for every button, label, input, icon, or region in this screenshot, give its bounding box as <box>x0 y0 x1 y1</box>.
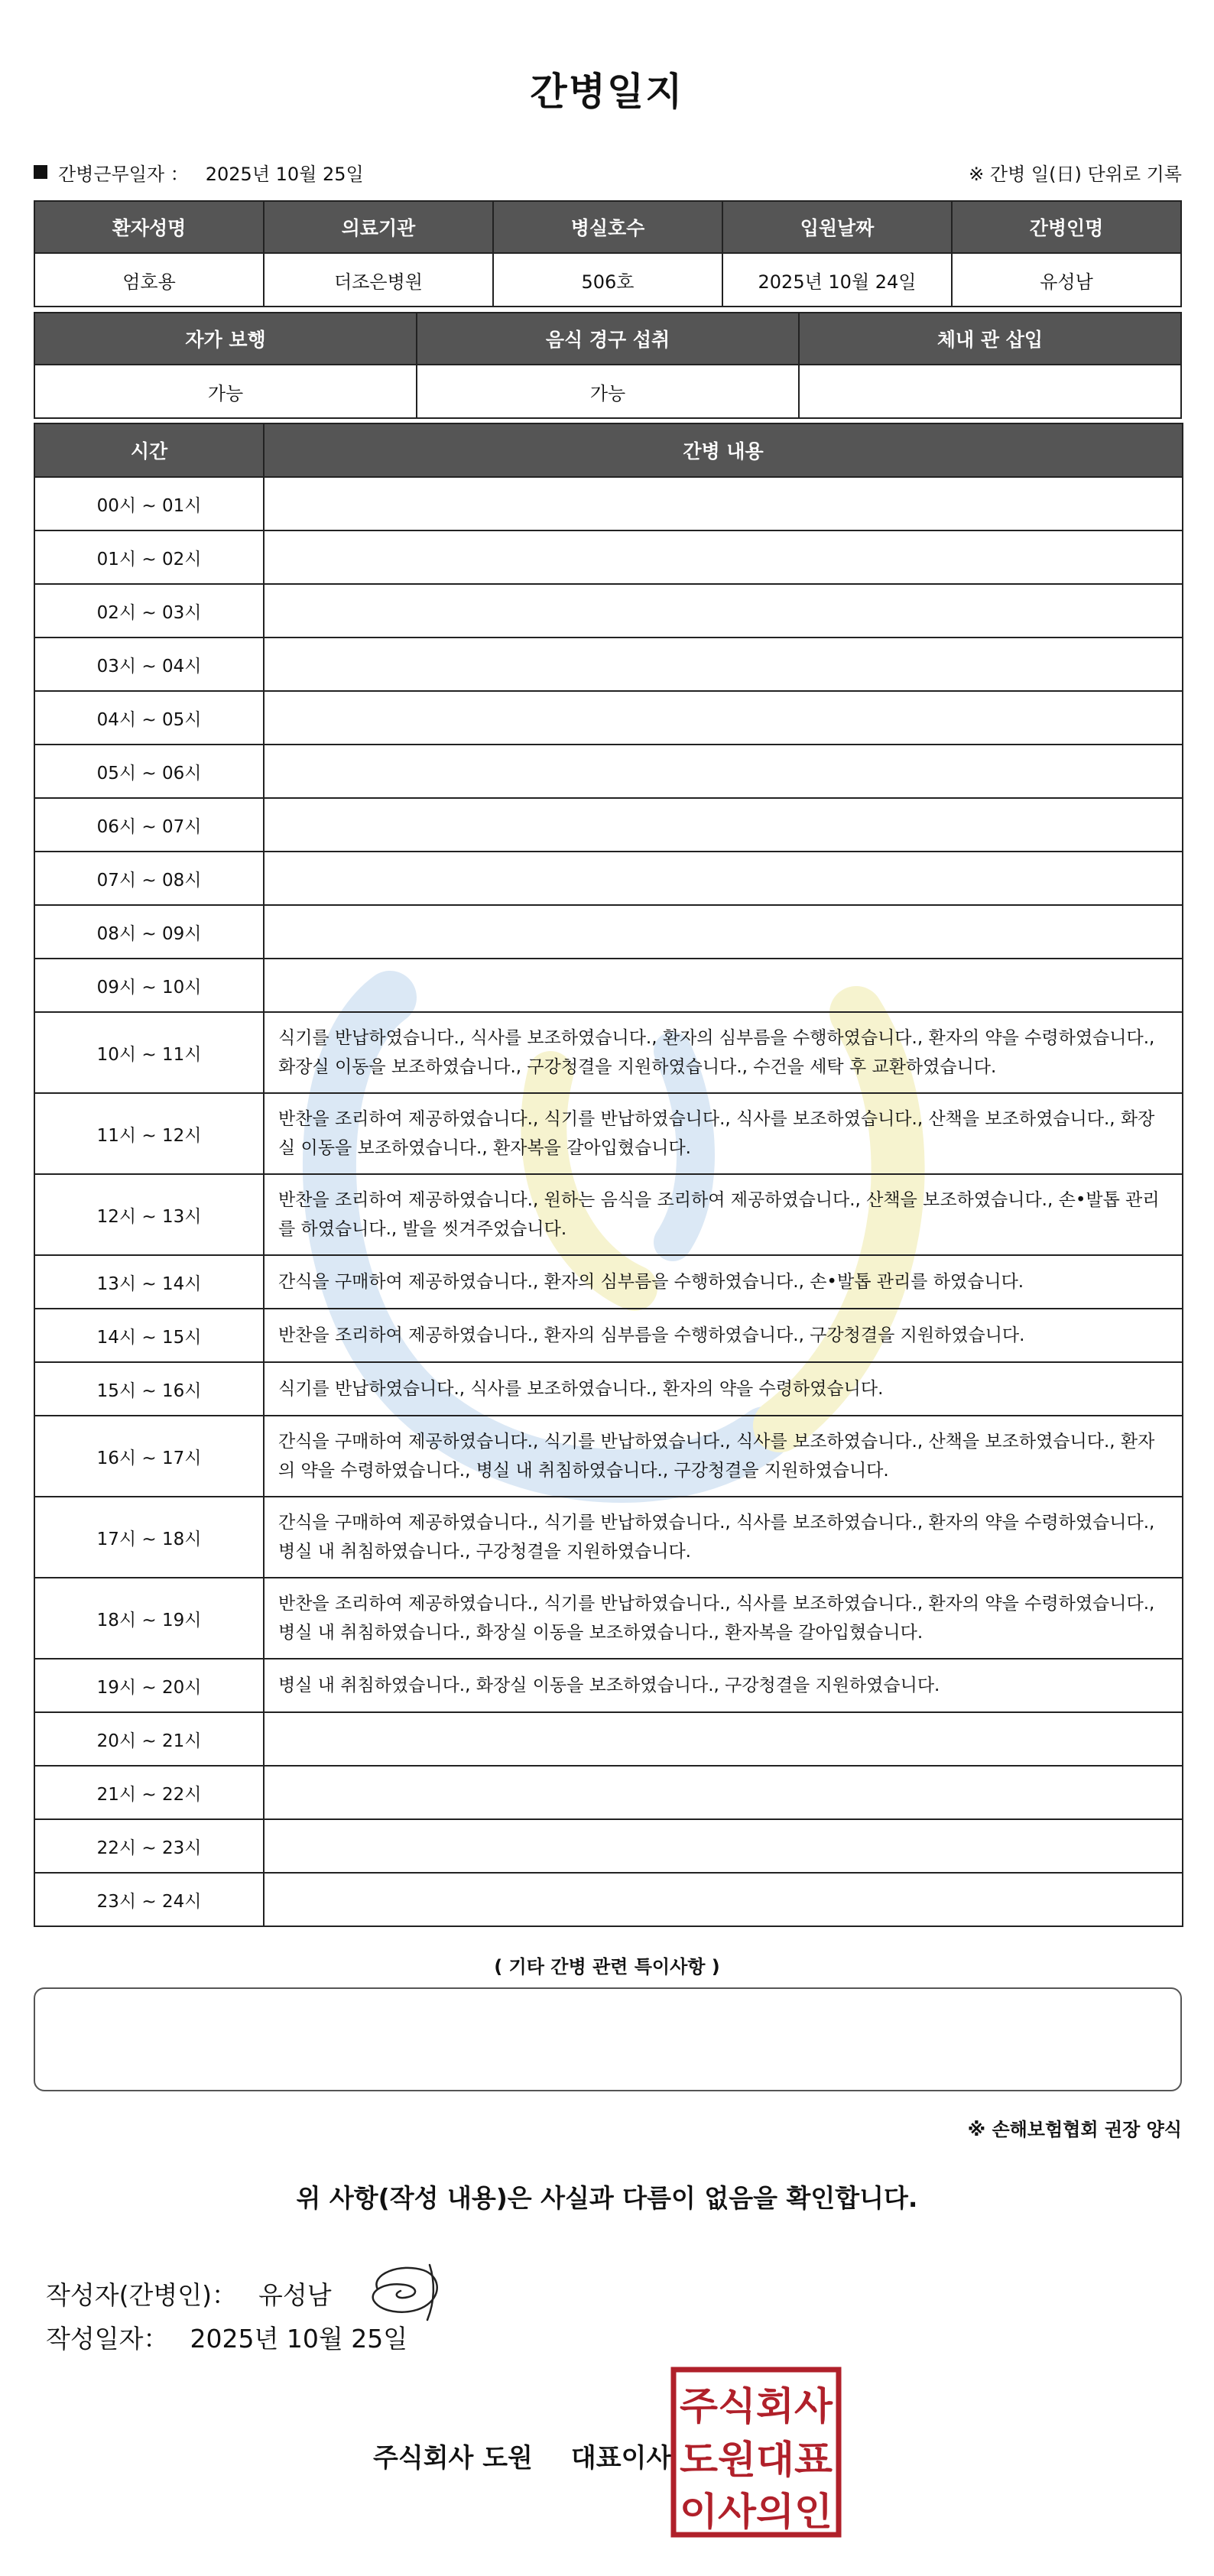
writer-row <box>46 2259 446 2328</box>
log-time: 02시 ~ 03시 <box>34 584 264 638</box>
header-care-content: 간병 내용 <box>264 423 1183 477</box>
log-row <box>34 1819 1183 1873</box>
header-tube-insertion: 체내 관 삽입 <box>799 313 1181 365</box>
log-row <box>34 1712 1183 1766</box>
hospital-name: 더조은병원 <box>264 253 493 307</box>
log-content: 반찬을 조리하여 제공하였습니다., 환자의 심부름을 수행하였습니다., 구강청결을 지원하였습니다. <box>264 1309 1183 1362</box>
log-time: 14시 ~ 15시 <box>34 1309 264 1362</box>
log-time: 05시 ~ 06시 <box>34 745 264 798</box>
writer-name: 유성남 <box>258 2279 332 2310</box>
log-row <box>34 1093 1183 1174</box>
patient-status-table <box>34 312 1182 419</box>
header-patient-name: 환자성명 <box>34 201 264 253</box>
log-content <box>264 584 1183 638</box>
log-row <box>34 1497 1183 1578</box>
log-content <box>264 745 1183 798</box>
log-row <box>34 798 1183 852</box>
log-row <box>34 1416 1183 1497</box>
log-content <box>264 798 1183 852</box>
log-time: 01시 ~ 02시 <box>34 530 264 584</box>
admission-date: 2025년 10월 24일 <box>722 253 952 307</box>
log-time: 21시 ~ 22시 <box>34 1766 264 1819</box>
log-row <box>34 584 1183 638</box>
log-time: 06시 ~ 07시 <box>34 798 264 852</box>
log-time: 19시 ~ 20시 <box>34 1659 264 1712</box>
log-time: 22시 ~ 23시 <box>34 1819 264 1873</box>
company-role: 대표이사 <box>570 2443 672 2474</box>
header-room: 병실호수 <box>493 201 722 253</box>
log-content <box>264 477 1183 530</box>
log-row <box>34 1578 1183 1659</box>
log-row <box>34 1012 1183 1093</box>
svg-text:주식회사: 주식회사 <box>680 2384 833 2428</box>
log-content: 간식을 구매하여 제공하였습니다., 식기를 반납하였습니다., 식사를 보조하였습니다., 환자의 약을 수령하였습니다., 병실 내 취침하였습니다., 구강청결을 지원하였습니다. <box>264 1497 1183 1578</box>
log-content <box>264 1819 1183 1873</box>
log-row <box>34 905 1183 959</box>
header-self-walking: 자가 보행 <box>34 313 417 365</box>
log-content: 병실 내 취침하였습니다., 화장실 이동을 보조하였습니다., 구강청결을 지원하였습니다. <box>264 1659 1183 1712</box>
log-time: 17시 ~ 18시 <box>34 1497 264 1578</box>
log-row <box>34 959 1183 1012</box>
log-row <box>34 1873 1183 1926</box>
confirmation-statement: 위 사항(작성 내용)은 사실과 다름이 없음을 확인합니다. <box>296 2183 918 2213</box>
log-time: 10시 ~ 11시 <box>34 1012 264 1093</box>
log-time: 12시 ~ 13시 <box>34 1174 264 1255</box>
log-time: 08시 ~ 09시 <box>34 905 264 959</box>
log-time: 03시 ~ 04시 <box>34 638 264 691</box>
special-notes-box <box>34 1987 1182 2091</box>
log-time: 07시 ~ 08시 <box>34 852 264 905</box>
log-time: 11시 ~ 12시 <box>34 1093 264 1174</box>
written-date-value: 2025년 10월 25일 <box>190 2324 408 2354</box>
company-name: 주식회사 도원 <box>373 2443 533 2474</box>
meta-row <box>34 157 1182 187</box>
log-time: 04시 ~ 05시 <box>34 691 264 745</box>
recommended-form-note: ※ 손해보험협회 권장 양식 <box>967 2119 1182 2140</box>
log-row <box>34 530 1183 584</box>
log-time: 16시 ~ 17시 <box>34 1416 264 1497</box>
log-row <box>34 1766 1183 1819</box>
special-notes-title: ( 기타 간병 관련 특이사항 ) <box>494 1956 720 1977</box>
log-row <box>34 691 1183 745</box>
log-time: 13시 ~ 14시 <box>34 1255 264 1309</box>
log-content <box>264 691 1183 745</box>
log-row <box>34 1659 1183 1712</box>
company-seal-stamp <box>670 2366 842 2539</box>
log-row <box>34 1255 1183 1309</box>
log-time: 20시 ~ 21시 <box>34 1712 264 1766</box>
header-time: 시간 <box>34 423 264 477</box>
tube-insertion-value <box>799 365 1181 418</box>
log-content: 식기를 반납하였습니다., 식사를 보조하였습니다., 환자의 약을 수령하였습니다. <box>264 1362 1183 1416</box>
writer-label: 작성자(간병인)： <box>46 2279 238 2310</box>
header-admission-date: 입원날짜 <box>722 201 952 253</box>
log-row <box>34 1309 1183 1362</box>
log-content <box>264 852 1183 905</box>
self-walking-value: 가능 <box>34 365 417 418</box>
log-time: 23시 ~ 24시 <box>34 1873 264 1926</box>
log-content: 반찬을 조리하여 제공하였습니다., 원하는 음식을 조리하여 제공하였습니다., 산책을 보조하였습니다., 손•발톱 관리를 하였습니다., 발을 씻겨주었습니다. <box>264 1174 1183 1255</box>
log-time: 18시 ~ 19시 <box>34 1578 264 1659</box>
svg-text:이사의인: 이사의인 <box>680 2490 833 2534</box>
log-content <box>264 1766 1183 1819</box>
log-row <box>34 638 1183 691</box>
patient-name: 엄호용 <box>34 253 264 307</box>
header-caregiver: 간병인명 <box>952 201 1181 253</box>
company-signature <box>373 2437 671 2474</box>
log-row <box>34 1174 1183 1255</box>
log-content: 반찬을 조리하여 제공하였습니다., 식기를 반납하였습니다., 식사를 보조하였습니다., 산책을 보조하였습니다., 화장실 이동을 보조하였습니다., 환자복을 갈아입혔습니다. <box>264 1093 1183 1174</box>
room-number: 506호 <box>493 253 722 307</box>
log-content <box>264 1873 1183 1926</box>
log-content: 간식을 구매하여 제공하였습니다., 식기를 반납하였습니다., 식사를 보조하였습니다., 산책을 보조하였습니다., 환자의 약을 수령하였습니다., 병실 내 취침하였습니다., 구강청결을 지원하였습니다. <box>264 1416 1183 1497</box>
log-time: 00시 ~ 01시 <box>34 477 264 530</box>
caregiver-name: 유성남 <box>952 253 1181 307</box>
log-content: 간식을 구매하여 제공하였습니다., 환자의 심부름을 수행하였습니다., 손•발톱 관리를 하였습니다. <box>264 1255 1183 1309</box>
oral-intake-value: 가능 <box>417 365 799 418</box>
care-log-table <box>34 423 1183 1927</box>
log-time: 09시 ~ 10시 <box>34 959 264 1012</box>
work-date-label: 간병근무일자 ： <box>58 163 189 185</box>
work-date-value: 2025년 10월 25일 <box>205 163 364 185</box>
document-title: 간병일지 <box>530 70 684 114</box>
log-row <box>34 745 1183 798</box>
header-oral-intake: 음식 경구 섭취 <box>417 313 799 365</box>
square-bullet-icon <box>34 165 47 179</box>
log-content <box>264 638 1183 691</box>
log-row <box>34 477 1183 530</box>
log-content <box>264 959 1183 1012</box>
written-date-label: 작성일자： <box>46 2324 169 2354</box>
unit-note: ※ 간병 일(日) 단위로 기록 <box>969 163 1182 185</box>
written-date-row <box>46 2319 407 2355</box>
log-content <box>264 1712 1183 1766</box>
log-content: 반찬을 조리하여 제공하였습니다., 식기를 반납하였습니다., 식사를 보조하였습니다., 환자의 약을 수령하였습니다., 병실 내 취침하였습니다., 화장실 이동을 보조하였습니다., 환자복을 갈아입혔습니다. <box>264 1578 1183 1659</box>
log-row <box>34 1362 1183 1416</box>
work-date <box>34 159 364 186</box>
patient-info-table <box>34 200 1182 307</box>
handwritten-signature <box>362 2259 446 2328</box>
header-hospital: 의료기관 <box>264 201 493 253</box>
svg-text:도원대표: 도원대표 <box>680 2438 833 2482</box>
log-content <box>264 905 1183 959</box>
log-content <box>264 530 1183 584</box>
log-content: 식기를 반납하였습니다., 식사를 보조하였습니다., 환자의 심부름을 수행하였습니다., 환자의 약을 수령하였습니다., 화장실 이동을 보조하였습니다., 구강청결을 지원하였습니다., 수건을 세탁 후 교환하였습니다. <box>264 1012 1183 1093</box>
log-row <box>34 852 1183 905</box>
log-time: 15시 ~ 16시 <box>34 1362 264 1416</box>
